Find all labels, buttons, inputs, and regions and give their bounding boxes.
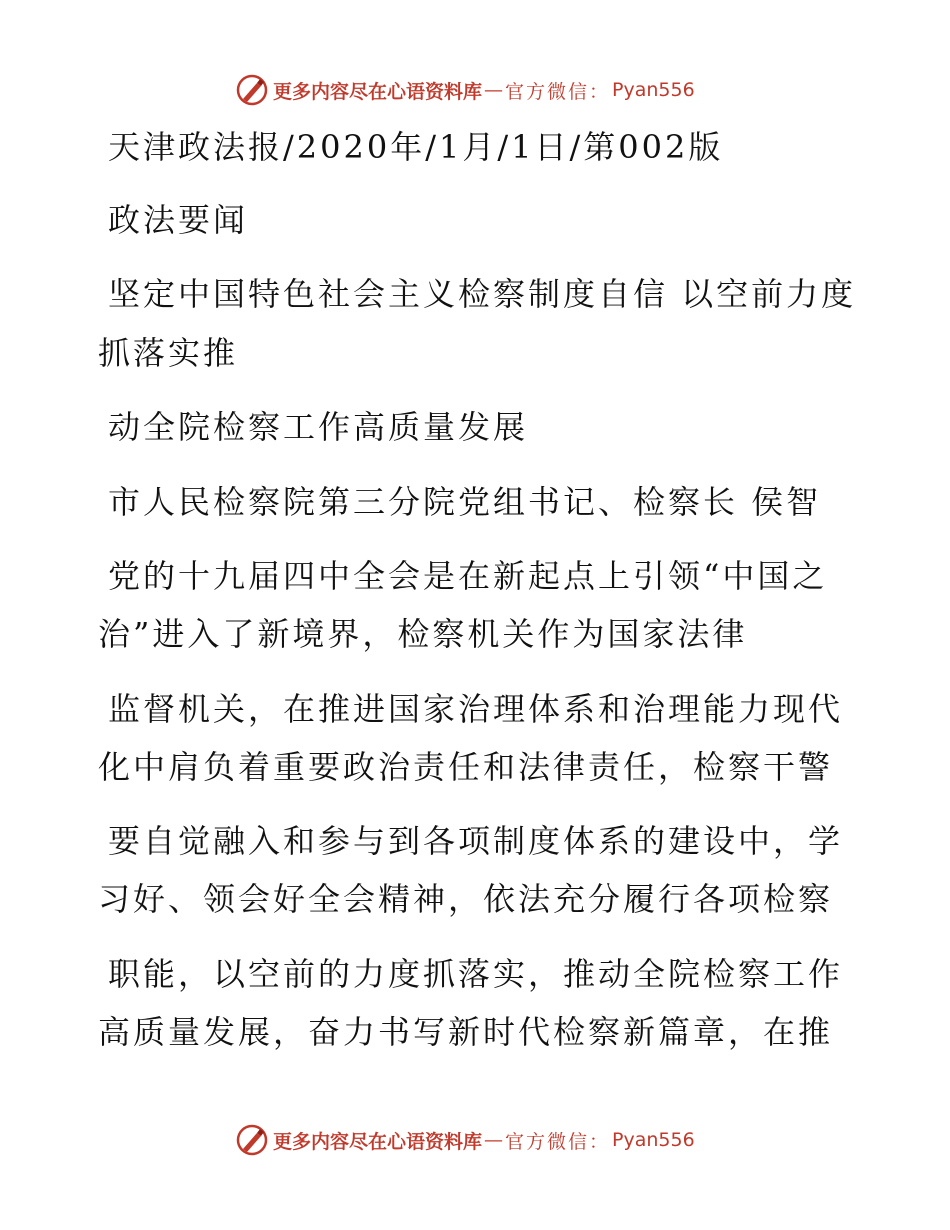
byline: 天津政法报/2020年/1月/1日/第002版 xyxy=(108,128,724,166)
watermark-text: 更多内容尽在心语资料库 xyxy=(273,1130,483,1153)
body-line: 党的十九届四中全会是在新起点上引领“中国之 xyxy=(108,557,828,595)
body-line: 化中肩负着重要政治责任和法律责任，检察干警 xyxy=(98,748,834,786)
title-line: 坚定中国特色社会主义检察制度自信 以空前力度 xyxy=(108,275,857,313)
watermark-official: 官方微信： xyxy=(505,1130,611,1153)
watermark-dash: — xyxy=(484,79,504,101)
body-line: 要自觉融入和参与到各项制度体系的建设中，学 xyxy=(108,822,844,860)
title-line: 抓落实推 xyxy=(98,334,239,372)
watermark-id: Pyan556 xyxy=(612,79,695,101)
watermark-dash: — xyxy=(484,1129,504,1151)
watermark-footer xyxy=(235,1120,695,1160)
watermark-text: 更多内容尽在心语资料库 xyxy=(273,80,483,103)
body-line: 治”进入了新境界，检察机关作为国家法律 xyxy=(98,615,748,653)
body-line: 职能，以空前的力度抓落实，推动全院检察工作 xyxy=(108,955,844,993)
pen-logo-icon xyxy=(235,73,269,107)
body-line: 高质量发展，奋力书写新时代检察新篇章，在推 xyxy=(98,1013,834,1051)
body-line: 监督机关，在推进国家治理体系和治理能力现代 xyxy=(108,690,844,728)
watermark-id: Pyan556 xyxy=(612,1129,695,1151)
body-line: 习好、领会好全会精神，依法充分履行各项检察 xyxy=(98,880,834,918)
watermark-official: 官方微信： xyxy=(505,80,611,103)
author-line: 市人民检察院第三分院党组书记、检察长 侯智 xyxy=(108,483,822,521)
watermark-header xyxy=(235,70,695,110)
title-line: 动全院检察工作高质量发展 xyxy=(108,408,529,446)
pen-logo-icon xyxy=(235,1123,269,1157)
section-heading: 政法要闻 xyxy=(108,201,249,239)
